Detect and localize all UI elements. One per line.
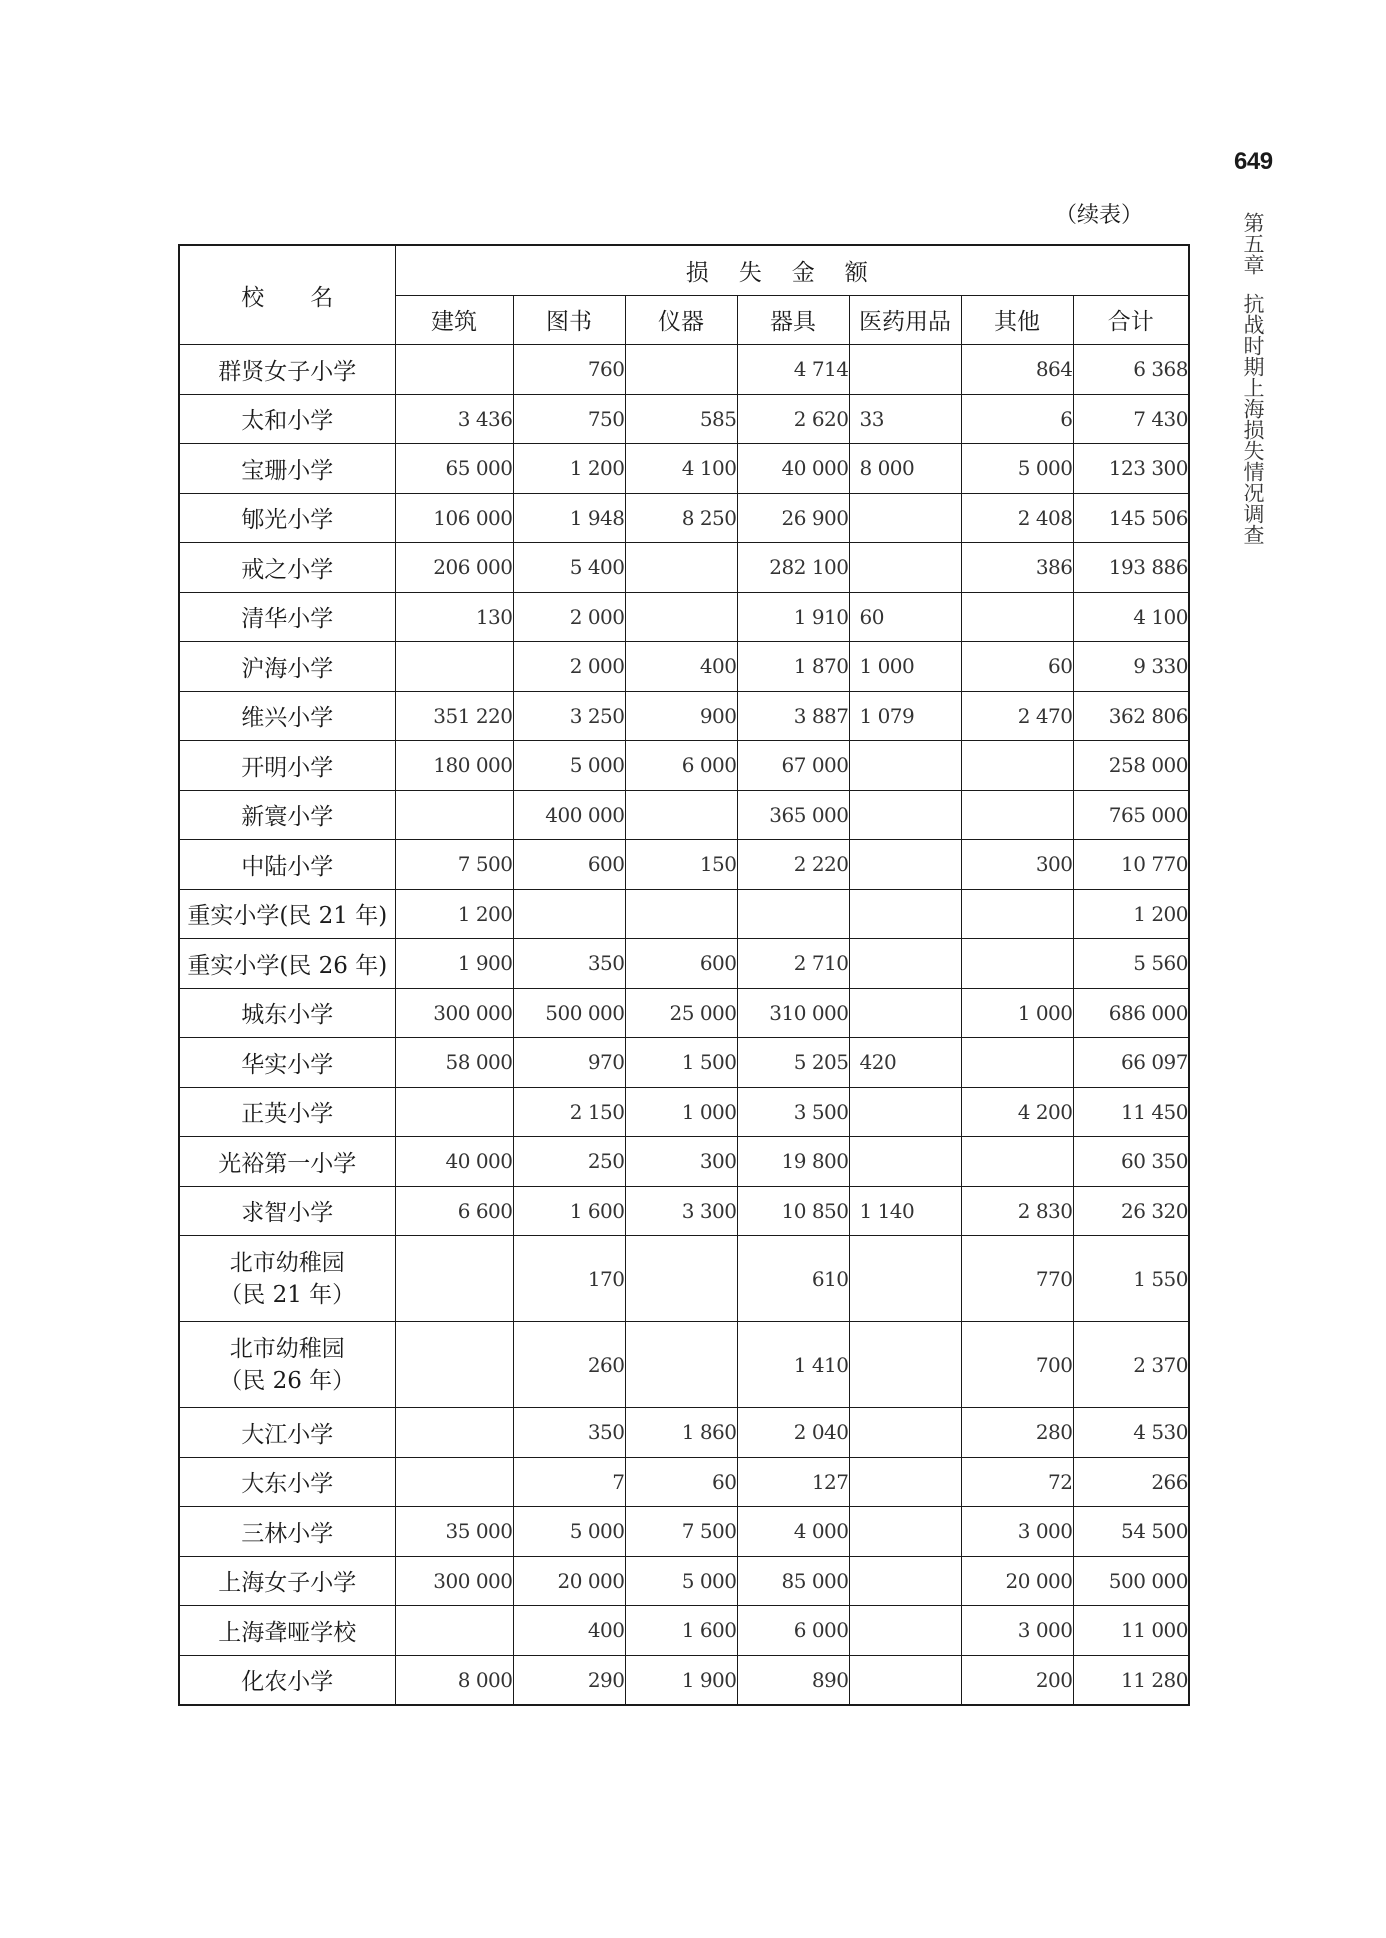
value-cell-0: 130 <box>395 592 513 642</box>
school-name-cell <box>179 1087 395 1137</box>
value-cell-2: 900 <box>625 691 737 741</box>
table-row <box>179 444 1189 494</box>
school-name: 戒之小学 <box>241 556 334 583</box>
value-cell-4 <box>849 939 961 989</box>
school-name-cell <box>179 741 395 791</box>
table-row <box>179 988 1189 1038</box>
table-row <box>179 493 1189 543</box>
school-name: 清华小学 <box>241 606 334 633</box>
table-row <box>179 1556 1189 1606</box>
school-name: 北市幼稚园 <box>229 1249 345 1276</box>
value-cell-0: 8 000 <box>395 1655 513 1705</box>
value-cell-0: 3 436 <box>395 394 513 444</box>
value-cell-0: 58 000 <box>395 1038 513 1088</box>
value-cell-3: 3 500 <box>737 1087 849 1137</box>
value-cell-3: 610 <box>737 1236 849 1322</box>
school-name: 大江小学 <box>241 1421 334 1448</box>
value-cell-2 <box>625 592 737 642</box>
value-cell-0: 106 000 <box>395 493 513 543</box>
value-cell-0: 40 000 <box>395 1137 513 1187</box>
value-cell-2 <box>625 1236 737 1322</box>
value-cell-3: 282 100 <box>737 543 849 593</box>
value-cell-2 <box>625 790 737 840</box>
value-cell-5 <box>961 939 1073 989</box>
school-name-cell <box>179 1322 395 1408</box>
value-cell-1: 250 <box>513 1137 625 1187</box>
value-cell-4 <box>849 1408 961 1458</box>
value-cell-4 <box>849 988 961 1038</box>
value-cell-2 <box>625 345 737 395</box>
value-cell-5: 6 <box>961 394 1073 444</box>
loss-amount-label: 损失金额 <box>685 259 898 286</box>
column-header: 仪器 <box>625 295 737 345</box>
value-cell-4 <box>849 1236 961 1322</box>
value-cell-6: 10 770 <box>1073 840 1189 890</box>
value-cell-2: 25 000 <box>625 988 737 1038</box>
value-cell-5: 4 200 <box>961 1087 1073 1137</box>
value-cell-3: 2 040 <box>737 1408 849 1458</box>
value-cell-4 <box>849 741 961 791</box>
table-row <box>179 1606 1189 1656</box>
value-cell-2: 1 600 <box>625 1606 737 1656</box>
school-name: 上海聋哑学校 <box>218 1619 357 1646</box>
value-cell-4: 1 140 <box>849 1186 961 1236</box>
value-cell-4 <box>849 1322 961 1408</box>
value-cell-5: 300 <box>961 840 1073 890</box>
value-cell-2 <box>625 1322 737 1408</box>
column-header: 建筑 <box>395 295 513 345</box>
table-row <box>179 1322 1189 1408</box>
value-cell-5: 2 470 <box>961 691 1073 741</box>
value-cell-6: 11 000 <box>1073 1606 1189 1656</box>
school-name-cell <box>179 592 395 642</box>
school-name-cell <box>179 939 395 989</box>
loss-amount-header <box>395 245 1189 295</box>
value-cell-5: 60 <box>961 642 1073 692</box>
school-name: 群贤女子小学 <box>218 358 357 385</box>
value-cell-1: 1 600 <box>513 1186 625 1236</box>
column-header: 医药用品 <box>849 295 961 345</box>
value-cell-4: 1 079 <box>849 691 961 741</box>
value-cell-5: 3 000 <box>961 1606 1073 1656</box>
value-cell-0: 300 000 <box>395 1556 513 1606</box>
school-name-note: （民 26 年） <box>219 1367 356 1394</box>
school-name-cell <box>179 1236 395 1322</box>
value-cell-0 <box>395 1322 513 1408</box>
value-cell-5: 2 830 <box>961 1186 1073 1236</box>
school-name-cell <box>179 790 395 840</box>
school-name: 重实小学(民 21 年) <box>187 903 388 930</box>
school-name: 北市幼稚园 <box>229 1335 345 1362</box>
value-cell-1: 350 <box>513 1408 625 1458</box>
table-row <box>179 1137 1189 1187</box>
value-cell-1: 5 400 <box>513 543 625 593</box>
value-cell-1: 2 150 <box>513 1087 625 1137</box>
table-row <box>179 1507 1189 1557</box>
value-cell-0: 6 600 <box>395 1186 513 1236</box>
school-name-cell <box>179 1038 395 1088</box>
column-header: 合计 <box>1073 295 1189 345</box>
value-cell-6: 266 <box>1073 1457 1189 1507</box>
value-cell-1: 260 <box>513 1322 625 1408</box>
school-name: 开明小学 <box>241 754 334 781</box>
table-row <box>179 642 1189 692</box>
value-cell-6: 686 000 <box>1073 988 1189 1038</box>
value-cell-1: 5 000 <box>513 741 625 791</box>
value-cell-1: 400 000 <box>513 790 625 840</box>
value-cell-5: 1 000 <box>961 988 1073 1038</box>
table-row <box>179 592 1189 642</box>
school-name-cell <box>179 1556 395 1606</box>
value-cell-5 <box>961 741 1073 791</box>
school-name-cell <box>179 1137 395 1187</box>
value-cell-2: 600 <box>625 939 737 989</box>
value-cell-4 <box>849 493 961 543</box>
value-cell-4: 60 <box>849 592 961 642</box>
value-cell-1: 760 <box>513 345 625 395</box>
value-cell-6: 123 300 <box>1073 444 1189 494</box>
school-name: 新寰小学 <box>241 804 334 831</box>
value-cell-2: 60 <box>625 1457 737 1507</box>
table-body <box>179 345 1189 1706</box>
school-name: 求智小学 <box>241 1200 334 1227</box>
value-cell-5 <box>961 1038 1073 1088</box>
school-name-cell <box>179 1457 395 1507</box>
table-row <box>179 1655 1189 1705</box>
value-cell-0: 180 000 <box>395 741 513 791</box>
school-name-cell <box>179 988 395 1038</box>
value-cell-6: 1 200 <box>1073 889 1189 939</box>
value-cell-0: 1 200 <box>395 889 513 939</box>
value-cell-1: 170 <box>513 1236 625 1322</box>
value-cell-5: 386 <box>961 543 1073 593</box>
value-cell-3: 890 <box>737 1655 849 1705</box>
value-cell-6: 54 500 <box>1073 1507 1189 1557</box>
value-cell-2: 6 000 <box>625 741 737 791</box>
value-cell-3: 2 220 <box>737 840 849 890</box>
value-cell-4 <box>849 1137 961 1187</box>
value-cell-2: 400 <box>625 642 737 692</box>
continued-label: （续表） <box>1055 203 1144 228</box>
value-cell-3: 40 000 <box>737 444 849 494</box>
value-cell-1: 750 <box>513 394 625 444</box>
value-cell-6: 1 550 <box>1073 1236 1189 1322</box>
value-cell-0 <box>395 790 513 840</box>
value-cell-4 <box>849 1655 961 1705</box>
value-cell-2: 1 000 <box>625 1087 737 1137</box>
school-name-cell <box>179 1655 395 1705</box>
value-cell-1: 350 <box>513 939 625 989</box>
value-cell-1: 5 000 <box>513 1507 625 1557</box>
value-cell-5: 280 <box>961 1408 1073 1458</box>
value-cell-6: 500 000 <box>1073 1556 1189 1606</box>
value-cell-0: 351 220 <box>395 691 513 741</box>
value-cell-1: 3 250 <box>513 691 625 741</box>
value-cell-4 <box>849 1556 961 1606</box>
school-name-cell <box>179 543 395 593</box>
value-cell-3: 127 <box>737 1457 849 1507</box>
value-cell-6: 26 320 <box>1073 1186 1189 1236</box>
school-name-cell <box>179 1408 395 1458</box>
value-cell-3: 19 800 <box>737 1137 849 1187</box>
table-row <box>179 889 1189 939</box>
school-name: 重实小学(民 26 年) <box>187 952 388 979</box>
value-cell-0: 7 500 <box>395 840 513 890</box>
column-header: 图书 <box>513 295 625 345</box>
value-cell-1: 2 000 <box>513 642 625 692</box>
value-cell-1: 2 000 <box>513 592 625 642</box>
school-loss-table <box>178 244 1190 1706</box>
value-cell-6: 2 370 <box>1073 1322 1189 1408</box>
value-cell-5: 3 000 <box>961 1507 1073 1557</box>
value-cell-4 <box>849 840 961 890</box>
value-cell-6: 9 330 <box>1073 642 1189 692</box>
value-cell-1: 500 000 <box>513 988 625 1038</box>
value-cell-6: 11 280 <box>1073 1655 1189 1705</box>
value-cell-4 <box>849 1606 961 1656</box>
school-name: 大东小学 <box>241 1471 334 1498</box>
value-cell-6: 7 430 <box>1073 394 1189 444</box>
value-cell-1 <box>513 889 625 939</box>
value-cell-0 <box>395 1457 513 1507</box>
table-row <box>179 1087 1189 1137</box>
school-name: 城东小学 <box>241 1002 334 1029</box>
school-name-header: 校 名 <box>179 245 395 345</box>
value-cell-2: 3 300 <box>625 1186 737 1236</box>
value-cell-3: 2 620 <box>737 394 849 444</box>
value-cell-5: 2 408 <box>961 493 1073 543</box>
value-cell-2: 1 860 <box>625 1408 737 1458</box>
value-cell-1: 400 <box>513 1606 625 1656</box>
school-name: 太和小学 <box>241 408 334 435</box>
school-name: 沪海小学 <box>241 655 334 682</box>
value-cell-4 <box>849 1507 961 1557</box>
table-row <box>179 1038 1189 1088</box>
value-cell-1: 1 200 <box>513 444 625 494</box>
value-cell-4 <box>849 1457 961 1507</box>
value-cell-5 <box>961 592 1073 642</box>
value-cell-6: 258 000 <box>1073 741 1189 791</box>
school-name: 光裕第一小学 <box>218 1150 357 1177</box>
value-cell-4: 1 000 <box>849 642 961 692</box>
table-row <box>179 345 1189 395</box>
school-name: 宝珊小学 <box>241 457 334 484</box>
value-cell-4: 33 <box>849 394 961 444</box>
value-cell-6: 193 886 <box>1073 543 1189 593</box>
value-cell-4 <box>849 543 961 593</box>
value-cell-3: 1 870 <box>737 642 849 692</box>
value-cell-3 <box>737 889 849 939</box>
value-cell-2: 150 <box>625 840 737 890</box>
value-cell-5 <box>961 790 1073 840</box>
value-cell-1: 970 <box>513 1038 625 1088</box>
table-row <box>179 394 1189 444</box>
school-name-cell <box>179 1507 395 1557</box>
value-cell-6: 362 806 <box>1073 691 1189 741</box>
school-name: 郇光小学 <box>241 507 334 534</box>
school-name-cell <box>179 642 395 692</box>
value-cell-4 <box>849 889 961 939</box>
value-cell-2: 1 500 <box>625 1038 737 1088</box>
value-cell-6: 6 368 <box>1073 345 1189 395</box>
school-name: 中陆小学 <box>241 853 334 880</box>
school-name: 三林小学 <box>241 1520 334 1547</box>
school-name-cell <box>179 889 395 939</box>
value-cell-3: 3 887 <box>737 691 849 741</box>
value-cell-1: 20 000 <box>513 1556 625 1606</box>
value-cell-3: 67 000 <box>737 741 849 791</box>
value-cell-4 <box>849 790 961 840</box>
value-cell-0 <box>395 1087 513 1137</box>
value-cell-5: 770 <box>961 1236 1073 1322</box>
value-cell-2 <box>625 543 737 593</box>
value-cell-3: 1 410 <box>737 1322 849 1408</box>
value-cell-3: 4 000 <box>737 1507 849 1557</box>
value-cell-1: 290 <box>513 1655 625 1705</box>
value-cell-6: 4 530 <box>1073 1408 1189 1458</box>
value-cell-1: 600 <box>513 840 625 890</box>
value-cell-4 <box>849 1087 961 1137</box>
school-name: 华实小学 <box>241 1051 334 1078</box>
table-row <box>179 1408 1189 1458</box>
value-cell-3: 4 714 <box>737 345 849 395</box>
school-name-cell <box>179 345 395 395</box>
value-cell-0: 1 900 <box>395 939 513 989</box>
school-name: 化农小学 <box>241 1669 334 1696</box>
value-cell-3: 5 205 <box>737 1038 849 1088</box>
value-cell-3: 10 850 <box>737 1186 849 1236</box>
value-cell-4: 420 <box>849 1038 961 1088</box>
value-cell-5: 864 <box>961 345 1073 395</box>
school-name-cell <box>179 394 395 444</box>
running-header <box>1240 212 1266 545</box>
value-cell-2: 5 000 <box>625 1556 737 1606</box>
value-cell-2: 300 <box>625 1137 737 1187</box>
value-cell-5 <box>961 1137 1073 1187</box>
value-cell-6: 765 000 <box>1073 790 1189 840</box>
value-cell-1: 7 <box>513 1457 625 1507</box>
value-cell-0 <box>395 345 513 395</box>
column-header: 器具 <box>737 295 849 345</box>
value-cell-0: 300 000 <box>395 988 513 1038</box>
value-cell-5: 5 000 <box>961 444 1073 494</box>
value-cell-2 <box>625 889 737 939</box>
value-cell-6: 4 100 <box>1073 592 1189 642</box>
chapter-label: 第五章 <box>1241 212 1265 275</box>
table-row <box>179 691 1189 741</box>
value-cell-3: 85 000 <box>737 1556 849 1606</box>
value-cell-5: 20 000 <box>961 1556 1073 1606</box>
value-cell-6: 11 450 <box>1073 1087 1189 1137</box>
table-row <box>179 1186 1189 1236</box>
value-cell-2: 4 100 <box>625 444 737 494</box>
value-cell-0: 65 000 <box>395 444 513 494</box>
value-cell-4 <box>849 345 961 395</box>
value-cell-5: 700 <box>961 1322 1073 1408</box>
value-cell-0: 206 000 <box>395 543 513 593</box>
value-cell-5: 72 <box>961 1457 1073 1507</box>
value-cell-6: 66 097 <box>1073 1038 1189 1088</box>
value-cell-3: 6 000 <box>737 1606 849 1656</box>
value-cell-3: 365 000 <box>737 790 849 840</box>
school-name-cell <box>179 1186 395 1236</box>
value-cell-3: 26 900 <box>737 493 849 543</box>
table-row <box>179 741 1189 791</box>
value-cell-6: 145 506 <box>1073 493 1189 543</box>
value-cell-2: 8 250 <box>625 493 737 543</box>
value-cell-4: 8 000 <box>849 444 961 494</box>
school-name-cell <box>179 691 395 741</box>
value-cell-5: 200 <box>961 1655 1073 1705</box>
value-cell-1: 1 948 <box>513 493 625 543</box>
school-name-cell <box>179 840 395 890</box>
column-header: 其他 <box>961 295 1073 345</box>
value-cell-3: 1 910 <box>737 592 849 642</box>
table-row <box>179 1236 1189 1322</box>
value-cell-5 <box>961 889 1073 939</box>
value-cell-0 <box>395 1606 513 1656</box>
school-name-cell <box>179 444 395 494</box>
value-cell-2: 7 500 <box>625 1507 737 1557</box>
table-row <box>179 840 1189 890</box>
page-number: 649 <box>1234 148 1273 175</box>
school-name-note: （民 21 年） <box>219 1281 356 1308</box>
table-row <box>179 790 1189 840</box>
table-row <box>179 1457 1189 1507</box>
value-cell-6: 60 350 <box>1073 1137 1189 1187</box>
value-cell-0: 35 000 <box>395 1507 513 1557</box>
chapter-title: 抗战时期上海损失情况调查 <box>1241 293 1265 545</box>
value-cell-6: 5 560 <box>1073 939 1189 989</box>
value-cell-2: 1 900 <box>625 1655 737 1705</box>
value-cell-2: 585 <box>625 394 737 444</box>
table-row <box>179 939 1189 989</box>
school-name: 正英小学 <box>241 1101 334 1128</box>
school-name: 上海女子小学 <box>218 1570 357 1597</box>
value-cell-3: 2 710 <box>737 939 849 989</box>
school-name-cell <box>179 1606 395 1656</box>
value-cell-3: 310 000 <box>737 988 849 1038</box>
table-row <box>179 543 1189 593</box>
school-name: 维兴小学 <box>241 705 334 732</box>
school-name-cell <box>179 493 395 543</box>
value-cell-0 <box>395 642 513 692</box>
value-cell-0 <box>395 1408 513 1458</box>
value-cell-0 <box>395 1236 513 1322</box>
